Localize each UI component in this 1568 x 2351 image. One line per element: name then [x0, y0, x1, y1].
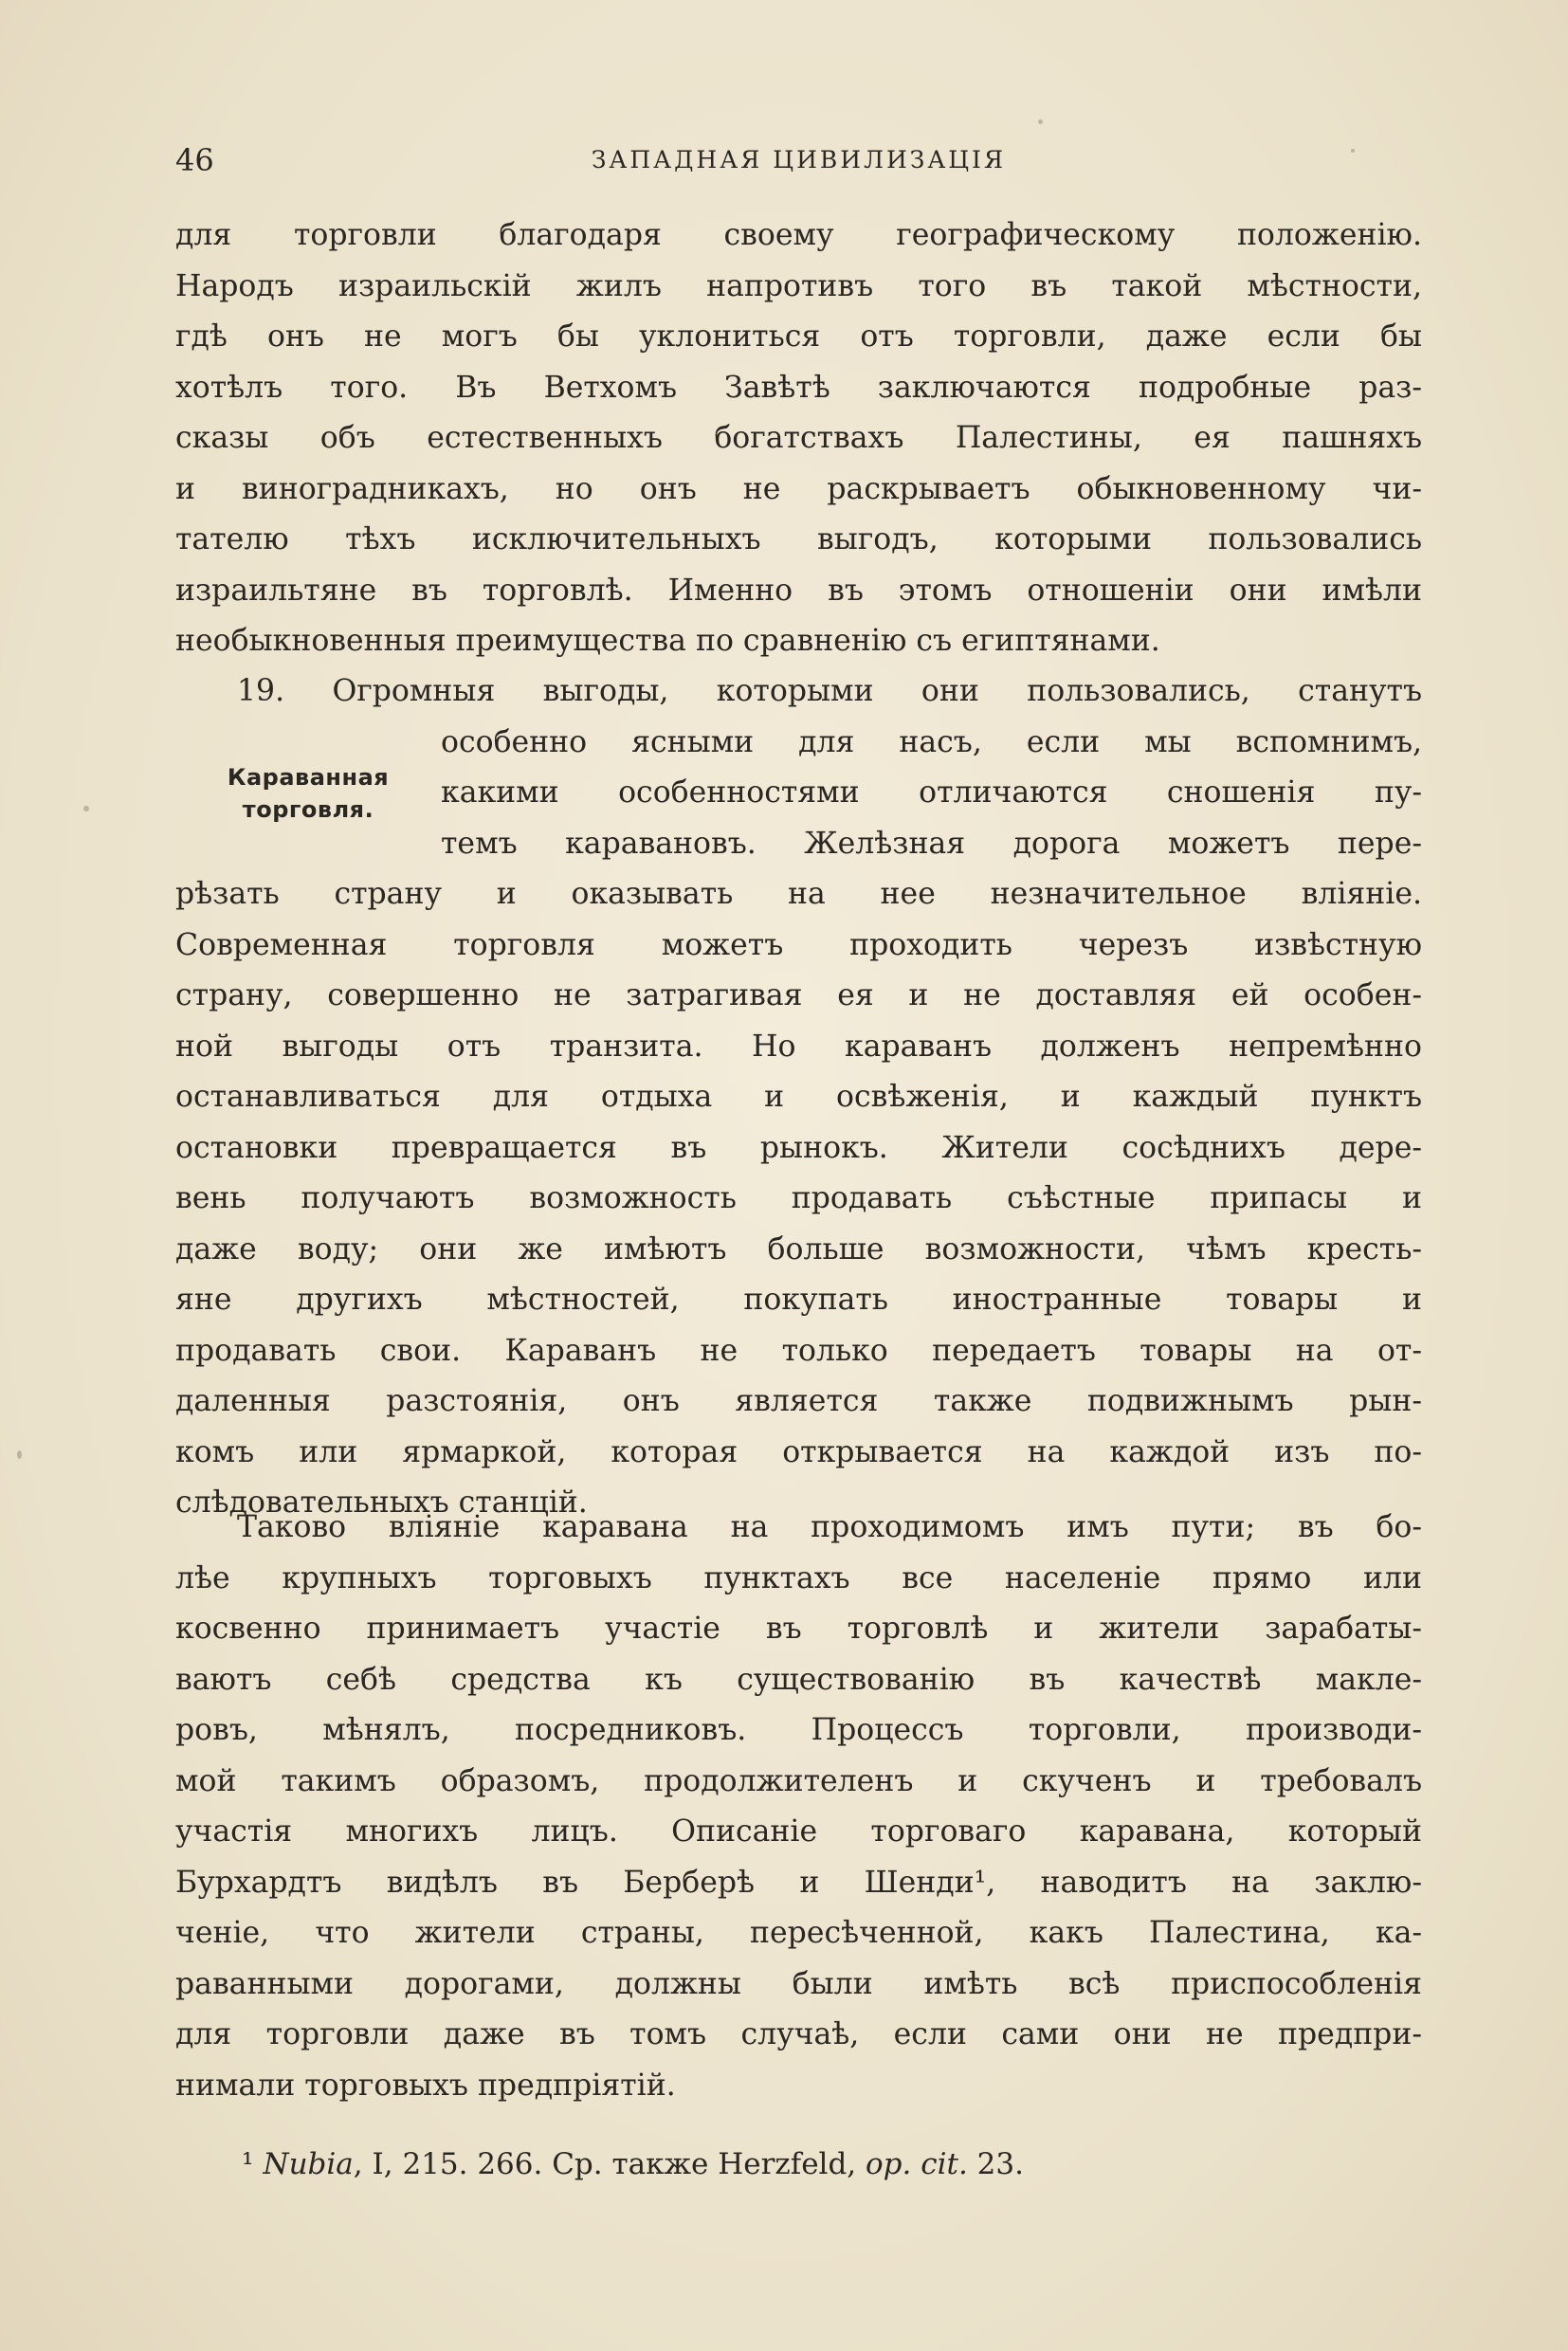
footnote-reference: op. cit. — [866, 2147, 968, 2181]
text-line: необыкновенныя преимущества по сравненію съ египтянами. — [175, 624, 1160, 658]
text-line: даже воду; они же имѣютъ больше возможности, чѣмъ кресть- — [175, 1231, 1422, 1267]
paper-speck — [1038, 119, 1043, 124]
text-line: слѣдовательныхъ станцій. — [175, 1485, 588, 1520]
text-line: израильтяне въ торговлѣ. Именно въ этомъ отношеніи они имѣли — [175, 573, 1422, 608]
margin-note — [194, 761, 422, 826]
text-line: ваютъ себѣ средства къ существованію въ качествѣ макле- — [175, 1662, 1422, 1697]
text-line: мой такимъ образомъ, продолжителенъ и скученъ и требовалъ — [175, 1763, 1422, 1798]
text-line: для торговли даже въ томъ случаѣ, если сами они не предпри- — [175, 2017, 1422, 2051]
text-line: раванными дорогами, должны были имѣть всѣ приспособленія — [175, 1966, 1422, 2001]
footnote-mark: ¹ — [242, 2147, 254, 2181]
text-line: хотѣлъ того. Въ Ветхомъ Завѣтѣ заключаются подробные раз- — [175, 370, 1422, 405]
text-line: Народъ израильскій жилъ напротивъ того въ такой мѣстности, — [175, 268, 1422, 303]
paragraph-1 — [175, 210, 1422, 667]
footnote — [242, 2147, 1024, 2181]
text-line: и виноградникахъ, но онъ не раскрываетъ обыкновенному чи- — [175, 471, 1422, 506]
paper-speck — [83, 806, 89, 811]
text-line: для торговли благодаря своему географическому положенію. — [175, 218, 1422, 252]
footnote-text: 23. — [967, 2147, 1024, 2181]
text-line: Таково вліяніе каравана на проходимомъ имъ пути; въ бо- — [237, 1510, 1422, 1544]
text-line: рѣзать страну и оказывать на нее незначительное вліяніе. — [175, 877, 1422, 911]
footnote-text: , I, 215. 266. Ср. также Herzfeld, — [353, 2147, 866, 2181]
text-line: ной выгоды отъ транзита. Но караванъ долженъ непремѣнно — [175, 1029, 1422, 1064]
text-line: Бурхардтъ видѣлъ въ Берберѣ и Шенди¹, наводитъ на заклю- — [175, 1865, 1422, 1900]
page-number: 46 — [175, 142, 214, 178]
text-line: нимали торговыхъ предпріятій. — [175, 2068, 676, 2103]
text-line: комъ или ярмаркой, которая открывается на каждой изъ по- — [175, 1434, 1422, 1469]
running-head: ЗАПАДНАЯ ЦИВИЛИЗАЦІЯ — [591, 146, 1007, 173]
text-line: ченіе, что жители страны, пересѣченной, какъ Палестина, ка- — [175, 1916, 1422, 1950]
text-line: косвенно принимаетъ участіе въ торговлѣ и жители зарабаты- — [175, 1612, 1422, 1646]
text-line: особенно ясными для насъ, если мы вспомнимъ, — [441, 724, 1422, 759]
text-line: сказы объ естественныхъ богатствахъ Палестины, ея пашняхъ — [175, 421, 1422, 455]
text-line: тателю тѣхъ исключительныхъ выгодъ, которыми пользовались — [175, 522, 1422, 556]
text-line: какими особенностями отличаются сношенія пу- — [441, 775, 1422, 810]
text-line: вень получаютъ возможность продавать съѣстные припасы и — [175, 1181, 1422, 1215]
paper-speck — [1351, 149, 1355, 153]
paper-speck — [17, 1450, 22, 1459]
text-line: продавать свои. Караванъ не только передаетъ товары на от- — [175, 1333, 1422, 1368]
text-line: даленныя разстоянія, онъ является также подвижнымъ рын- — [175, 1384, 1422, 1418]
text-line: гдѣ онъ не могъ бы уклониться отъ торговли, даже если бы — [175, 319, 1422, 354]
paragraph-2-first-line: 19. Огромныя выгоды, которыми они пользовались, станутъ — [237, 674, 1422, 708]
text-line: ровъ, мѣнялъ, посредниковъ. Процессъ торговли, производи- — [175, 1713, 1422, 1747]
text-line: темъ каравановъ. Желѣзная дорога можетъ пере- — [441, 826, 1422, 861]
margin-note-line: Караванная — [227, 764, 390, 791]
text-line: яне другихъ мѣстностей, покупать иностранные товары и — [175, 1283, 1422, 1317]
text-line: остановки превращается въ рынокъ. Жители сосѣднихъ дере- — [175, 1130, 1422, 1165]
page-header — [175, 142, 1422, 180]
text-line: останавливаться для отдыха и освѣженія, и каждый пунктъ — [175, 1080, 1422, 1114]
text-line: лѣе крупныхъ торговыхъ пунктахъ все населеніе прямо или — [175, 1560, 1422, 1595]
text-line: Современная торговля можетъ проходить черезъ извѣстную — [175, 927, 1422, 962]
paragraph-3 — [175, 1503, 1422, 2111]
footnote-title: Nubia — [263, 2147, 354, 2181]
text-line: участія многихъ лицъ. Описаніе торговаго каравана, который — [175, 1814, 1422, 1849]
margin-note-line: торговля. — [242, 796, 374, 823]
text-line: страну, совершенно не затрагивая ея и не доставляя ей особен- — [175, 978, 1422, 1012]
